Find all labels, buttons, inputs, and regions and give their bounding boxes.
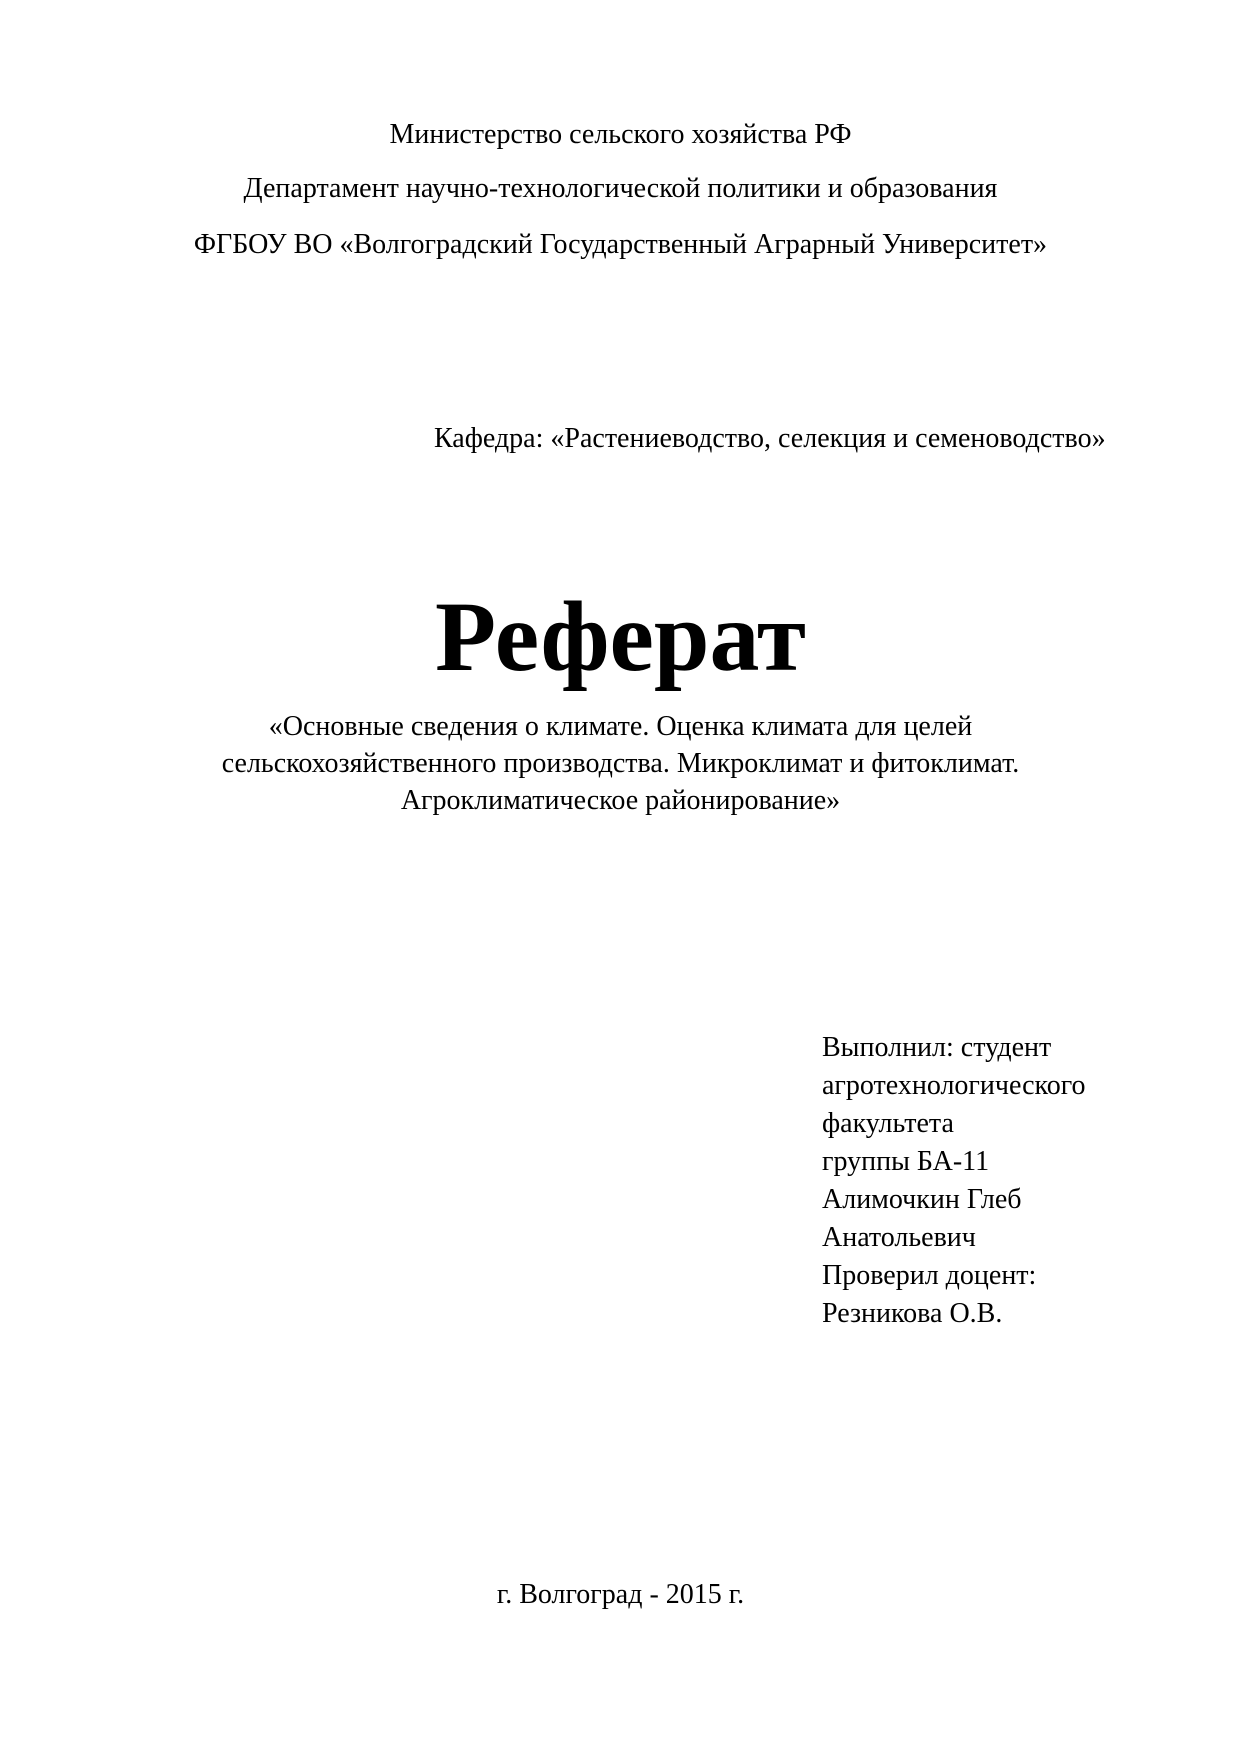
topic-line: Агроклиматическое районирование» <box>400 785 841 816</box>
topic-block <box>0 708 1241 819</box>
author-block <box>822 1029 1086 1333</box>
author-line: группы БА-11 <box>822 1146 990 1177</box>
author-line: Проверил доцент: <box>822 1260 1037 1291</box>
author-line: факультета <box>822 1108 954 1139</box>
kafedra-line: Кафедра: «Растениеводство, селекция и семеноводство» <box>434 423 1106 454</box>
department-line: Департамент научно-технологической политики и образования <box>243 173 998 204</box>
topic-line: «Основные сведения о климате. Оценка климата для целей <box>268 711 973 742</box>
university-line: ФГБОУ ВО «Волгоградский Государственный Аграрный Университет» <box>193 229 1048 260</box>
author-line: Анатольевич <box>822 1222 976 1253</box>
author-line: Выполнил: студент <box>822 1032 1052 1063</box>
document-title: Реферат <box>434 581 807 692</box>
city-year: г. Волгоград - 2015 г. <box>496 1579 745 1610</box>
author-line: Резникова О.В. <box>822 1298 1003 1329</box>
author-line: агротехнологического <box>822 1070 1086 1101</box>
author-line: Алимочкин Глеб <box>822 1184 1022 1215</box>
topic-line: сельскохозяйственного производства. Микроклимат и фитоклимат. <box>221 748 1020 779</box>
ministry-line: Министерство сельского хозяйства РФ <box>389 119 852 150</box>
